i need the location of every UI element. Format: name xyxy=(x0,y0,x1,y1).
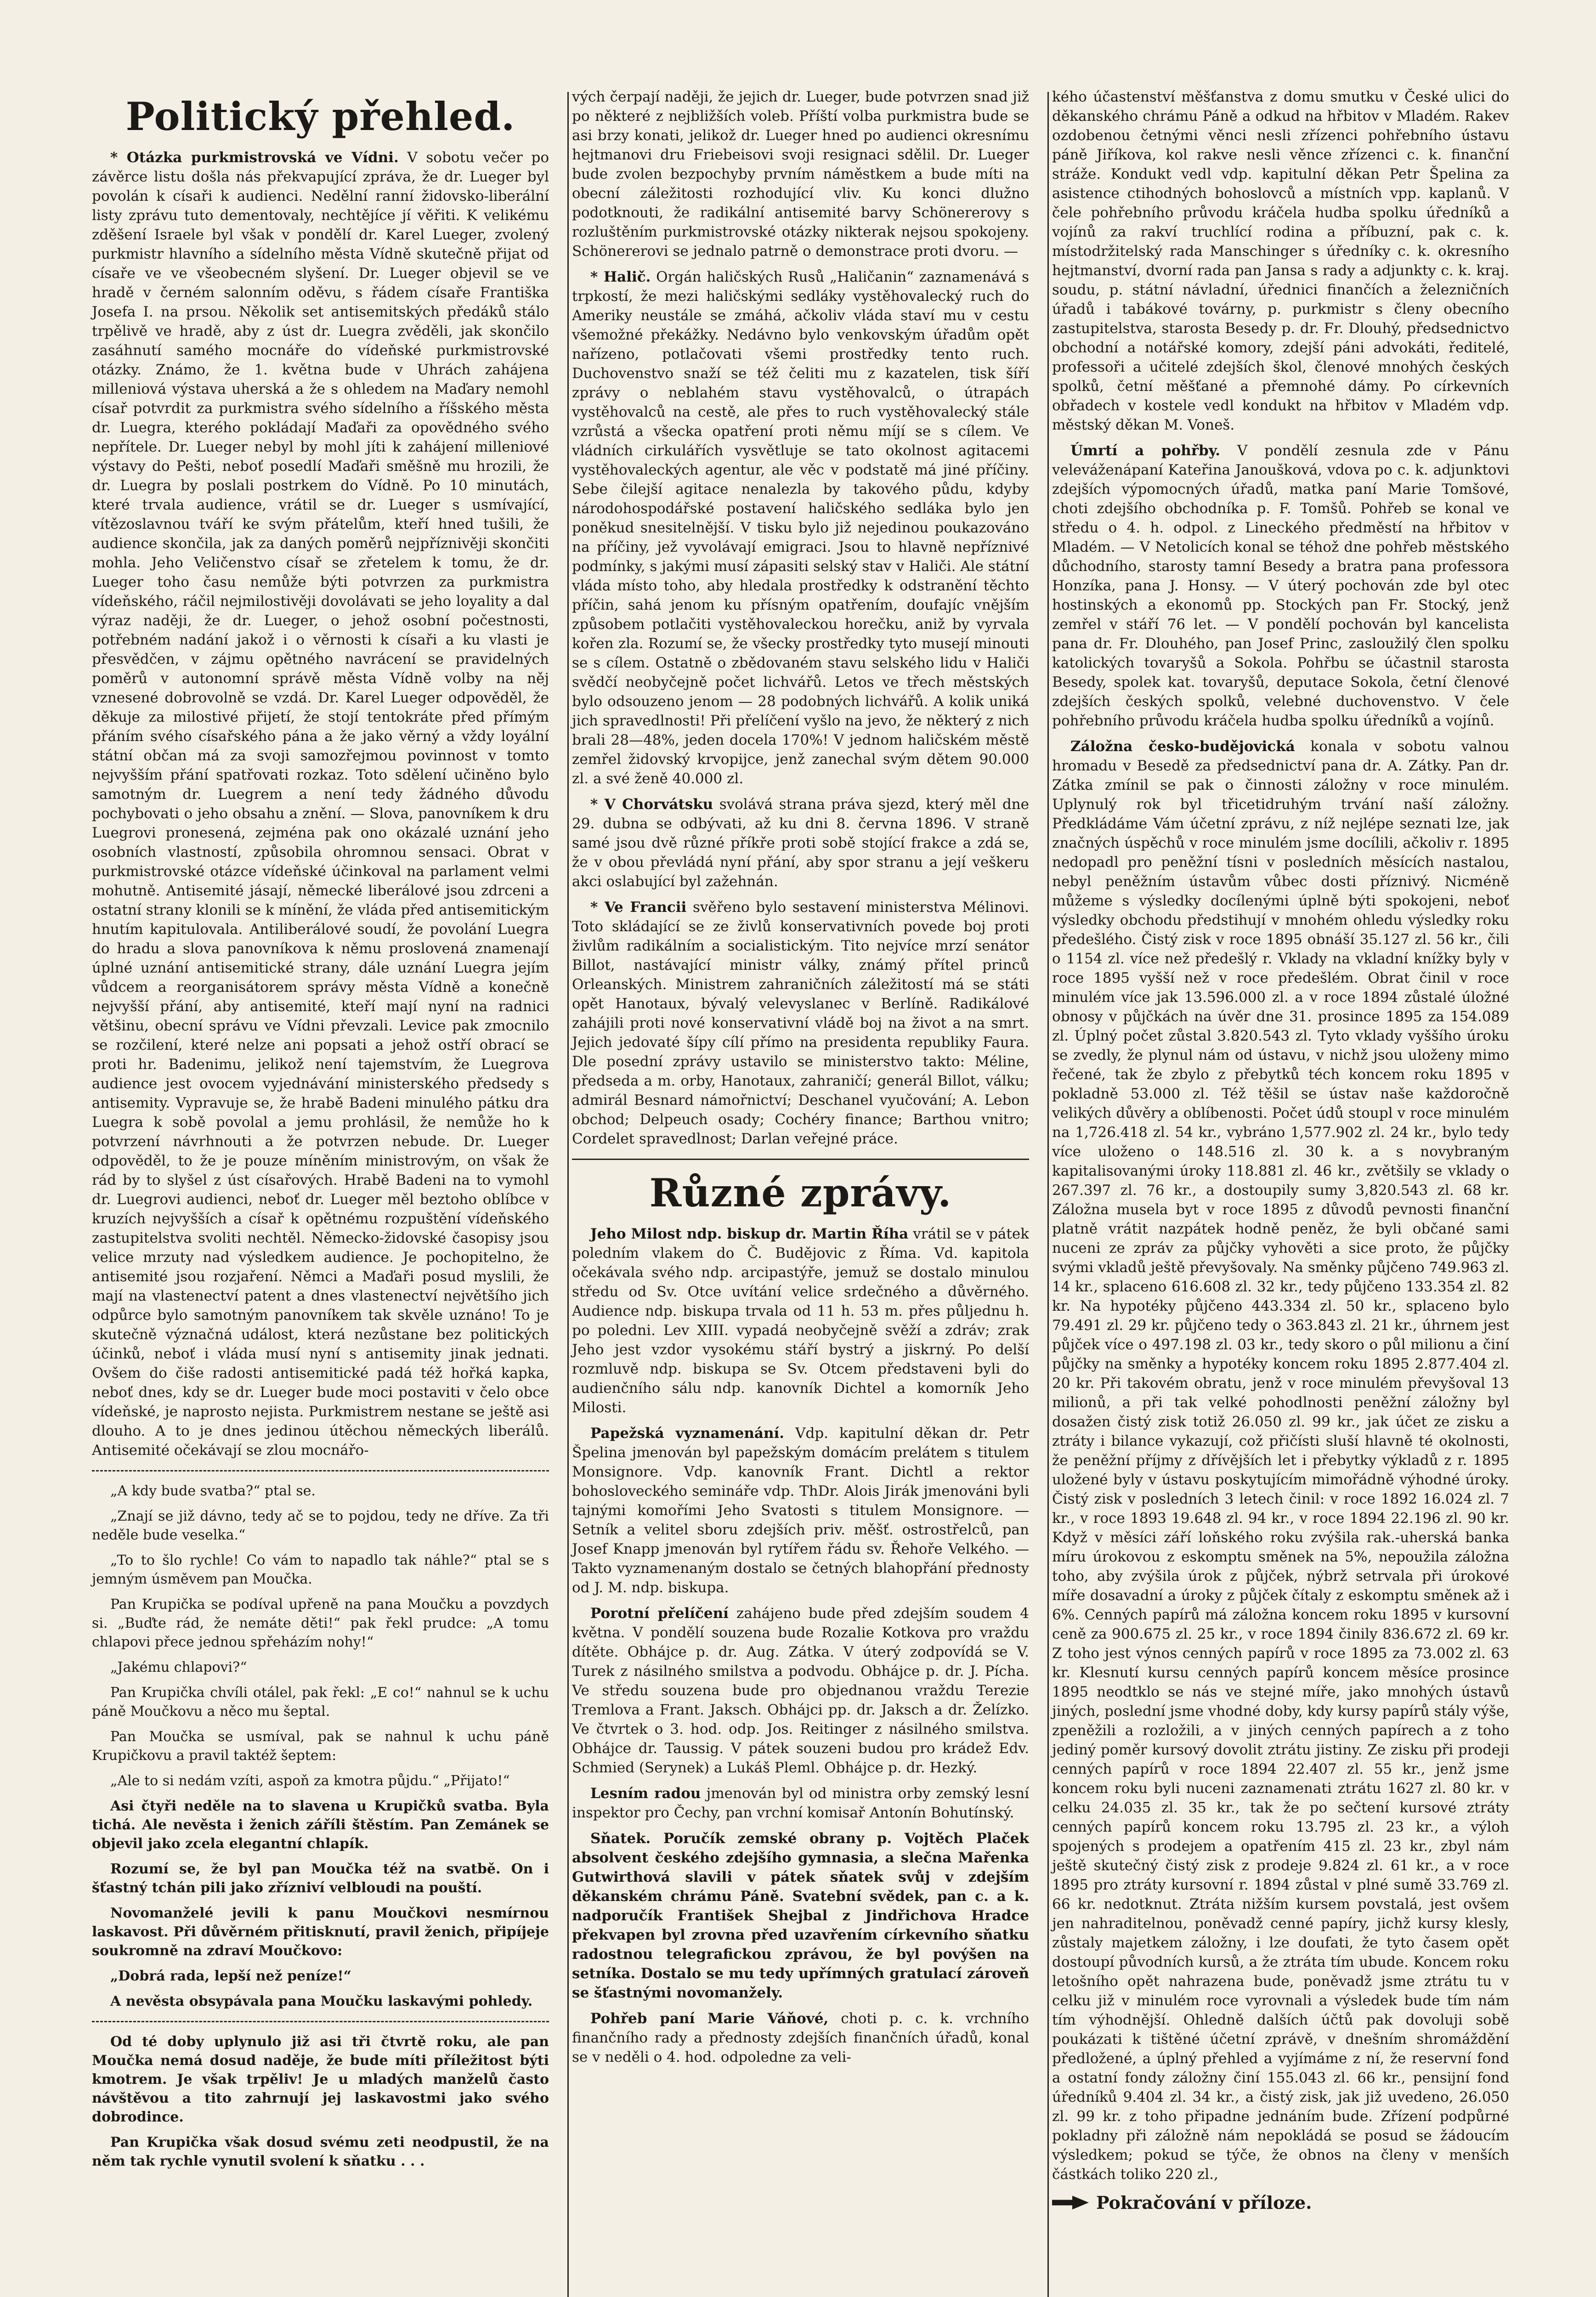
left-column xyxy=(87,87,549,2297)
feuilleton-story xyxy=(92,1482,549,2171)
news-item xyxy=(572,1224,1029,1417)
news-item xyxy=(572,1829,1029,2003)
story-paragraph: „Jakému chlapovi?“ xyxy=(110,1659,247,1675)
article-francie xyxy=(572,898,1029,1148)
news-body: zahájeno bude před zdejším soudem 4 května. V pondělí souzena bude Rozalie Kotkova pro vraždu dítěte. Obhájce p. dr. Aug. Zátka. V úterý zodpovídá se V. Turek z násilného smilstva a podvodu. Obhájce p. dr. J. Pícha. Ve středu souzena bude pro objednanou vraždu Terezie Tremlova a Frant. Jaksch. Obhájci pp. dr. Jaksch a dr. Želízko. Ve čtvrtek o 3. hod. odp. Jos. Reitinger z násilného smilstva. Obhájce dr. Taussig. V pátek souzeni budou pro krádež Edv. Schmied (Serynek) a Lukáš Pleml. Obhájce p. dr. Hezký. xyxy=(572,1605,1029,1776)
article-body: Orgán haličských Rusů „Haličanin“ zaznamenává s trpkostí, že mezi haličskými sedláky vystěhovalecký ruch do Ameriky neustále se zmáhá, ačkoliv vláda staví mu v cestu všemožné překážky. Nedávno bylo venkovským úřadům opět nařízeno, potlačovati všemi prostředky tento ruch. Duchovenstvo snaží se též čeliti mu z kazatelen, tisk šíří zprávy o neblahém stavu vystěhovalců, o útrapách vystěhovalců na cestě, ale přes to ruch vystěhovalecký stále vzrůstá a všecka opatření proti němu míjí se s cílem. Ve vládních cirkulářích vysvětluje se tato okolnost agitacemi vystěhovaleckých agentur, ale věc v podstatě má jiné příčiny. Sebe čilejší agitace nenalezla by takového půdu, kdyby národohospodářské postavení haličského sedláka bylo jen poněkud snesitelnější. V tisku bylo již nejedinou poukazováno na příčiny, jež vyvolávají emigraci. Jsou to hlavně nepříznivé podmínky, s jakými musí zápasiti selský stav v Haliči. Ale státní vláda místo toho, aby hledala prostředky k odstranění těchto příčin, sahá jenom ku přísným opatřením, doufajíc vnějším způsobem potlačiti vystěhovaleckou horečku, aniž by vyrvala kořen zla. Rozumí se, že všecky prostředky tyto musejí minouti se s cílem. Ostatně o zbědovaném stavu selského lidu v Haliči svědčí neobyčejně počet lichvářů. Letos ve třech městských bylo odsouzeno jenom — 28 podobných lichvářů. A kolik uniká jich spravedlnosti! Při přelíčení vyšlo na jevo, že některý z nich brali 28—48%, jeden docela 170%! V jednom haličském městě zemřel židovský krvopijce, jenž zanechal svým dětem 90.000 zl. a své ženě 40.000 zl. xyxy=(572,269,1029,787)
news-pohreb-continued: kého účastenství měšťanstva z domu smutku v České ulici do děkanského chrámu Páně a odkud na hřbitov v Mladém. Rakev ozdobenou četnými věnci nesli zřízenci pohřebního ústavu páně Jiříkova, kol rakve nesli věnce zřízenci c. k. finanční stráže. Kondukt vedl vdp. kapitulní děkan Petr Špelina za asistence ctihodných bohoslovců a místních vpp. kaplanů. V čele pohřebního průvodu kráčela hudba spolku úředníků a vojínů za rakví truchlící rodina a příbuzní, pak c. k. místodržitelský rada Manschinger s úředníky c. k. okresního hejtmanství, dvorní rada pan Jansa s rady a adjunkty c. k. kraj. soudu, p. státní návladní, úřednici finančích a železničních úřadů i tabákové továrny, p. purkmistr s členy obecního zastupitelstva, starosta Besedy p. dr. Fr. Dlouhý, předsednictvo obchodní a notářské komory, zdejší páni advokáti, ředitelé, professoři a učitelé zdejších škol, členové mnohých českých spolků, četní měšťané a přemnohé dámy. Po církevních obřadech v kostele vedl kondukt na hřbitov v Mladém vdp. městský děkan M. Voneš. xyxy=(1052,89,1509,433)
news-lead: Porotní přelíčení xyxy=(590,1605,729,1622)
pointing-hand-icon xyxy=(1052,2196,1089,2210)
story-paragraph: Pan Krupička však dosud svému zeti neodpustil, že na něm tak rychle vynutil svolení k sňatku . . . xyxy=(92,2134,549,2169)
news-item xyxy=(572,1604,1029,1777)
news-zalozna xyxy=(1052,737,1509,2184)
story-paragraph: „A kdy bude svatba?“ ptal se. xyxy=(110,1483,316,1499)
news-body: konala v sobotu valnou hromadu v Besedě za předsednictví pana dr. A. Zátky. Pan dr. Zátka zmínil se pak o činnosti záložny v roce minulém. Uplynulý rok byl třicetidruhým trvání naší záložny. Předkládáme Vám účetní zprávu, z níž nejlépe seznati lze, jak značných úspěchů v roce minulém jsme docílili, ačkoliv r. 1895 nedopadl pro peněžní tísni v posledních měsících nastalou, nebyl peněžním ústavům vůbec dosti příznivý. Nicméně můžeme s výsledky docílenými úplně býti spokojeni, neboť výsledky obchodu předstihují v mnohém ohledu výsledky roku předešlého. Čistý zisk v roce 1895 obnáší 35.127 zl. 56 kr., čili o 1154 zl. více než předešlý r. Vklady na vkladní knížky byly v roce 1895 vyšší než v roce předešlém. Obrat činil v roce minulém více jak 13.596.000 zl. a v roce 1894 zůstalé úložné obnosy v půjčkách na úvěr dne 31. prosince 1895 za 154.089 zl. Úplný počet zůstal 3.820.543 zl. Tyto vklady vyššího úroku se zvedly, že plynul nám od ústavu, v nichž jsou uloženy mimo řečené, tak že zbylo z přebytků téch koncem roku 1895 v pokladně 53.000 zl. Též těšil se ústav naše každoročně velikých důvěry a oblíbenosti. Počet údů stoupl v roce minulém na 1,726.418 zl. 54 kr., vybráno 1,577.902 zl. 24 kr., bylo tedy více uloženo o 148.516 zl. 30 k. a s novybraným kapitalisovanými úroky 118.881 zl. 46 kr., zvětšily se vklady o 267.397 zl. 76 kr., a dostoupily sumy 3,820.543 zl. 68 kr. Záložna musela byt v roce 1895 z důvodů pevnosti finanční platně vrátit nazpátek hodně peněz, že byli občané sami nuceni ze zpráv za půjčky vyhověti a sice proto, že půjčky svými vkladů ještě převyšovaly. Na směnky půjčeno 749.963 zl. 14 kr., splaceno 616.608 zl. 32 kr., tedy půjčeno 133.354 zl. 82 kr. Na hypotéky půjčeno 443.334 zl. 50 kr., splaceno bylo 79.491 zl. 29 kr. půjčeno tedy o 363.843 zl. 21 kr., úhrnem jest půjček více o 497.198 zl. 03 kr., tedy skoro o půl milionu a činí půjčky na směnky a hypotéky koncem roku 1895 2.877.404 zl. 20 kr. Při takovém obratu, jenž v roce minulém převyšoval 13 milionů, a při tak velké pohodlnosti peněžní záložny byl dosažen čistý zisk totiž 26.050 zl. 99 kr., jak účet ze zisku a ztráty i bilance vykazují, což přičísti sluší hlavně té okolnosti, že peněžní příjmy z dřívějších let i přebytky výkladů z r. 1895 uložené byly v ústavu poskytujícím mimořádně výhodné úroky. Čistý zisk v posledních 3 letech činil: v roce 1892 16.024 zl. 7 kr., v roce 1893 19.648 zl. 94 kr., v roce 1894 22.196 zl. 90 kr. Když v měsíci září loňského roku zvýšila rak.-uherská banka míru úrokovou z eskomptu směnek na 5%, nepoužila záložna toho, aby zvýšila úrok z půjček, nýbrž setrvala při úrokové míře dosavadní a úroky z půjček čítaly z eskomptu směnek až i 6%. Cenných papírů má záložna koncem roku 1895 v kursovní ceně za 900.675 zl. 25 kr., v roce 1894 činily 836.672 zl. 69 kr. Z toho jest výnos cenných papírů v roce 1895 za 73.002 zl. 63 kr. Klesnutí kursu cenných papírů koncem měsíce prosince 1895 neodtklo se nás ve stejné míře, jako mnohých ústavů jiných, poslední jsme vhodné doby, kdy kursy papírů stály výše, zpeněžili a rozložili, a v jiných cenných papírech a z toho jediný poměr kursový dovolit ztrátu jistiny. Ze zisku při prodeji cenných papírů v roce 1894 22.407 zl. 55 kr., jenž jsme koncem roku byli nuceni zaznamenati ztrátu 1627 zl. 80 kr. v celku 24.035 zl. 35 kr., tak že po sečtení kursové ztráty cenných papírů koncem roku 13.795 zl. 23 kr., a výloh spojených s prodejem a opatřením 415 zl. 23 kr., zbyl nám ještě skutečný čistý zisk z prodeje 9.824 zl. 61 kr., a v roce 1895 pro ztráty kursovní r. 1894 zůstal v plné sumě 33.769 zl. 66 kr. nedotknut. Ztráta nižším kursem povstalá, jest ovšem jen nahraditelnou, poněvadž cenné papíry, jichž kursy klesly, zůstaly majetkem záložny, i lze doufati, že tyto časem opět dostoupí původních kursů, a že ztráta tím ubude. Koncem roku letošního opět nahrazena bude, poněvadž jsme ztrátu tu v celku již v minulém roce vyrovnali a výsledek bude tím nám tím výhodnější. Ohledně dalších účtů pak dovoluji sobě poukázati k tištěné účetní zprávě, v dnešním shromáždění předložené, a úplný přehled a vyjímáme z ní, že reservní fond a ostatní fondy záložny činí 155.043 zl. 66 kr., pensijní fond úředníků 9.404 zl. 34 kr., a čistý zisk, jak již uvedeno, 26.050 zl. 99 kr. z toho připadne jednáním bude. Zřízení podpůrné pokladny při záložně nám nepokládá se posud se žádoucím výsledkem; pokud se týče, že obnos na členy v menších částkách toliko 220 zl., xyxy=(1052,738,1509,2183)
article-lead: * Ve Francii xyxy=(590,899,687,916)
column-grid xyxy=(87,87,1545,2297)
right-column xyxy=(1047,87,1509,2297)
story-paragraph: Od té doby uplynulo již asi tři čtvrtě roku, ale pan Moučka nemá dosud naděje, že bude míti příležitost býti kmotrem. Je však trpěliv! Je u mladých manželů často návštěvou a tito zahrnují jej laskavostmi jako svého dobrodince. xyxy=(92,2034,549,2125)
news-umrti xyxy=(1052,441,1509,730)
story-paragraph: „Ale to si nedám vzíti, aspoň za kmotra půjdu.“ „Přijato!“ xyxy=(110,1773,510,1789)
news-lead: Pohřeb paní Marie Váňové, xyxy=(590,2010,829,2027)
article-body: V sobotu večer po závěrce listu došla nás překvapující zpráva, že dr. Lueger byl povolán k císaři k audienci. Nedělní ranní židovsko-liberální listy zprávu tuto dementovaly, nechtějíce jí věřiti. K velikému zděšení Israele byl však v pondělí dr. Karel Lueger, zvolený purkmistr hlavního a sídelního města Vídně skutečně přijat od císaře ve ve všeobecném slyšení. Dr. Lueger objevil se ve hradě v černém salonním oděvu, s řádem císaře Františka Josefa I. na prsou. Několik set antisemitských předáků stálo trpělivě ve hradě, aby z úst dr. Luegra zvěděli, jak skončilo zasáhnutí samého mocnáře do vídeňské purkmistrovské otázky. Známo, že 1. května bude v Uhrách zahájena milleniová výstava uherská a že s ohledem na Maďary nemohl císař potvrdit za purkmistra svého sídelního a říšského města dr. Luegra, kterého pokládají Maďaři za opovědného svého nepřítele. Dr. Lueger nebyl by mohl jíti k zahájení milleniové výstavy do Pešti, neboť posedlí Maďaři směšně mu hrozili, že dr. Luegra by poslali postrkem do Vídně. Po 10 minutách, které trvala audience, vrátil se dr. Lueger s usmívající, vítězoslavnou tváří ke svým přátelům, kteří hned tušili, že audience skončila, jak za daných poměrů nejpříznivěji skončiti mohla. Jeho Veličenstvo císař se zřetelem k tomu, že dr. Lueger toho času nemůže býti potvrzen za purkmistra vídeňského, ráčil nejmilostivěji dovolávati se jeho loyality a dal výraz naději, že dr. Lueger, o jehož osobní počestnosti, potřebném nadání jakož i o věrnosti k císaři a ku vlasti je přesvědčen, v zájmu opětného navrácení se pravidelných poměrů v autonomní správě města Vídně volby na něj vznesené dobrovolně se vzdá. Dr. Karel Lueger odpověděl, že děkuje za milostivé přijetí, že stojí tentokráte před přímým přáním svého císařského pána a že jako věrný a vždy loyální státní občan má za svoji samozřejmou povinnost v tomto nejvyšším přání spatřovati rozkaz. Toto sdělení učiněno bylo samotným dr. Luegrem a není tedy žádného důvodu pochybovati o jeho obsahu a znění. — Slova, panovníkem k dru Luegrovi pronesená, zejména pak ono okázalé uznání jeho osobních vlastností, způsobila ohromnou sensaci. Obrat v purkmistrovské otázce vídeňské účinkoval na parlament velmi mohutně. Antisemité jásají, německé liberálové jsou zdrceni a ostatní strany klonili se k mínění, že vláda před antisemitickým hnutím kapitulovala. Antiliberálové soudí, že povolání Luegra do hradu a slova panovníkova k němu proslovená znamenají úplné uznání antisemitické strany, dále uznání Luegra jejím vůdcem a reorganisátorem správy města Vídně a konečně nejvyšší přání, aby antisemité, kteří mají nyní na radnici většinu, obecní správu ve Vídni převzali. Levice pak zmocnilo se rozčilení, které nelze ani popsati a jehož ostří obrací se proti hr. Badenimu, jelikož není tajemstvím, že Luegrova audience jest ovocem vyjednávání ministerského předsedy s antisemity. Vypravuje se, že hrabě Badeni minulého pátku dra Luegra k sobě povolal a jemu prohlásil, že nemůže ho k potvrzení návrhnouti a že potvrzen nebude. Dr. Lueger odpověděl, to že je pouze míněním ministrovým, on však že rád by to slyšel z úst císařových. Hrabě Badeni na to vymohl dr. Luegrovi audienci, neboť dr. Lueger měl beztoho oblíbce v kruzích nejvyšších a císař k opětnému rozpuštění vídeňského zastupitelstva svoliti nechtěl. Německo-židovské časopisy jsou velice mrzuty nad výsledkem audience. Je pochopitelno, že antisemité jsou rozjaření. Němci a Maďaři posud myslili, že mají na vlastenectví patent a dnes vlastenectví největšího jich odpůrce bylo samotným panovníkem tak skvěle uznáno! To je skutečně význačná událost, která nezůstane bez politických účinků, neboť i vláda musí nyní s antisemity jinak jednati. Ovšem do čiše radosti antisemitické padá též hořká kapka, neboť dnes, kdy se dr. Lueger bude moci postaviti v čelo obce vídeňské, je naprosto nejista. Purkmistrem nestane se ještě asi dlouho. A to je dnes jedinou útěchou německých liberálů. Antisemité očekávají se zlou mocnářo- xyxy=(92,149,549,1459)
news-body: Vdp. kapitulní děkan dr. Petr Špelina jmenován byl papežským domácím prelátem s titulem Monsignore. Vdp. kanovník Frant. Dichtl a rektor bohosloveckého semináře vdp. ThDr. Alois Jirák jmenováni byli tajnými komořími Jeho Svatosti s titulem Monsignore. — Setník a velitel sboru zdejších priv. měšť. ostrostřelců, pan Josef Knapp jmenován byl rytířem řádu sv. Řehoře Velkého. — Takto vyznamenaným dostalo se četných blahopřání přednosty od J. M. ndp. biskupa. xyxy=(572,1425,1029,1596)
news-lead: Sňatek. xyxy=(590,1830,651,1847)
article-purkmistr-continued: vých čerpají naději, že jejich dr. Lueger, bude potvrzen snad již po některé z nejbližších voleb. Příští volba purkmistra bude se asi brzy konati, jelikož dr. Lueger hned po audienci okresnímu hejtmanovi dru Friebeisovi svoji resignaci sdělil. Dr. Lueger bude zvolen bezpochyby prvním náměstkem a bude míti na obecní záležitosti rozhodující vliv. Ku konci dlužno podotknouti, že radikální antisemité barvy Schönererovy s rozluštěním purkmistrovské otázky nikterak nejsou spokojeny. Schönererovi se jednalo patrně o demonstrace proti dvoru. — xyxy=(572,89,1029,260)
article-lead: * Otázka purkmistrovská ve Vídni. xyxy=(110,149,399,166)
story-divider xyxy=(92,2021,549,2022)
section-title-news: Různé zprávy. xyxy=(649,1170,952,1216)
story-paragraph: Rozumí se, že byl pan Moučka též na svatbě. On i šťastný tchán pili jako zřízniví velbloudi na pouští. xyxy=(92,1861,549,1896)
story-paragraph: Pan Moučka se usmíval, pak se nahnul k uchu páně Krupičkovu a pravil taktéž šeptem: xyxy=(92,1729,549,1764)
feuilleton-divider xyxy=(92,1470,549,1471)
news-item xyxy=(572,2009,1029,2067)
news-lead: Papežská vyznamenání. xyxy=(590,1425,785,1442)
news-lead: Jeho Milost ndp. biskup dr. Martin Říha xyxy=(590,1226,909,1242)
news-body: vrátil se v pátek poledním vlakem do Č. Budějovic z Říma. Vd. kapitola očekávala svého ndp. arcipastýře, jemuž se dostalo minulou středu od Sv. Otce uvítání velice srdečného a důvěrného. Audience ndp. biskupa trvala od 11 h. 53 m. přes půljednu h. po poledni. Lev XIII. vypadá neobyčejně svěží a zdráv; zrak Jeho jest vzdor vysokému stáří bystrý a jiskrný. Po delší rozmluvě ndp. biskupa se Sv. Otcem představeni byli do audienčního sálu ndp. kanovník Dichtel a komorník Jeho Milosti. xyxy=(572,1226,1029,1416)
news-lead: Záložna česko-budějovická xyxy=(1070,738,1295,755)
continued-label: Pokračování v příloze. xyxy=(1096,2192,1312,2213)
article-chorvatsko xyxy=(572,795,1029,891)
story-paragraph: „Dobrá rada, lepší než peníze!“ xyxy=(110,1968,351,1984)
article-halic xyxy=(572,267,1029,788)
news-body: V pondělí zesnula zde v Pánu veleváženápaní Kateřina Janoušková, vdova po c. k. adjunktovi zdejších výpomocných úřadů, matka paní Marie Tomšové, choti zdejšího obchodníka p. F. Tomšů. Pohřeb se konal ve středu o 4. h. odpol. z Lineckého předměstí na hřbitov v Mladém. — V Netolicích konal se téhož dne pohřeb městského důchodního, starosty tamní Besedy a bratra pana professora Honzíka, pana J. Honsy. — V úterý pochován zde byl otec hostinských a ekonomů pp. Stockých pan Fr. Stocký, jenž zemřel v stáří 76 let. — V pondělí pochován byl kancelista pana dr. Fr. Dlouhého, pan Josef Princ, zasloužilý člen spolku katolických tovaryšů a Sokola. Pohřbu se účastnil starosta Besedy, spolek kat. tovaryšů, deputace Sokola, četní členové zdejších českých spolků, velebné duchovenstvo. V čele pohřebního průvodu kráčela hudba spolku úředníků a vojínů. xyxy=(1052,442,1509,729)
news-body: jmenován byl od ministra orby zemský lesní inspektor pro Čechy, pan vrchní komisař Antonín Bohutínský. xyxy=(572,1785,1029,1821)
news-body: Poručík zemské obrany p. Vojtěch Plaček absolvent českého zdejšího gymnasia, a slečna Mařenka Gutwirthová slavili v pátek sňatek svůj v zdejším děkanském chrámu Páně. Svatební svědek, pan c. a k. nadporučík František Shejbal z Jindřichova Hradce překvapen byl zrovna před uzavřením církevního sňatku radostnou telegrafickou zprávou, že byl povýšen na setníka. Dostalo se mu tedy upřímných gratulací zároveň se šťastnými novomanžely. xyxy=(572,1830,1029,2001)
story-paragraph: Pan Krupička se podíval upřeně na pana Moučku a povzdych si. „Buďte rád, že nemáte děti!“ pak řekl prudce: „A tomu chlapovi přece jednou spřeházím nohy!“ xyxy=(92,1596,549,1650)
story-paragraph: „To to šlo rychle! Co vám to napadlo tak náhle?“ ptal se s jemným úsměvem pan Moučka. xyxy=(92,1552,549,1587)
news-item xyxy=(572,1784,1029,1822)
story-paragraph: Novomanželé jevili k panu Moučkovi nesmírnou laskavost. Při důvěrném přitisknutí, pravil ženich, připíjeje soukromně na zdraví Moučkovo: xyxy=(92,1905,549,1959)
article-body: svolává strana práva sjezd, který měl dne 29. dubna se odbývati, až ku dni 8. června 1896. V straně samé jsou dvě různé příkře proti sobě stojící frakce a zdá se, že v obou převládá nyní přání, aby spor stranu a její veškeru akci oslabující byl zažehnán. xyxy=(572,796,1029,890)
story-paragraph: Asi čtyři neděle na to slavena u Krupičků svatba. Byla tichá. Ale nevěsta i ženich záříli štěstím. Pan Zemánek se objevil jako zcela elegantní chlapík. xyxy=(92,1798,549,1852)
story-paragraph: A nevěsta obsypávala pana Moučku laskavými pohledy. xyxy=(110,1993,533,2009)
continued-notice xyxy=(1052,2192,1509,2213)
news-body: choti p. c. k. vrchního finančního rady a přednosty zdejších finančních úřadů, konal se v neděli o 4. hod. odpoledne za veli- xyxy=(572,2010,1029,2065)
news-lead: Lesním radou xyxy=(590,1785,701,1802)
story-paragraph: Pan Krupička chvíli otálel, pak řekl: „E co!“ nahnul se k uchu páně Moučkovu a něco mu šeptal. xyxy=(92,1685,549,1720)
story-paragraph: „Znají se již dávno, tedy ač se to pojdou, tedy ne dříve. Za tři neděle bude veselka.“ xyxy=(92,1508,549,1543)
middle-column xyxy=(567,87,1029,2297)
article-lead: * Halič. xyxy=(590,269,651,285)
section-title-political: Politický přehled. xyxy=(125,94,515,139)
article-lead: * V Chorvátsku xyxy=(590,796,713,813)
article-body: svěřeno bylo sestavení ministerstva Mélinovi. Toto skládající se ze živlů konservativních povede boj proti živlům radikálním a socialistickým. Tito nejvíce mrzí senátor Billot, nastávající ministr války, známý přítel princů Orleanských. Ministrem zahraničních záležitostí má se státi opět Hanotaux, bývalý velevyslanec v Berlíně. Radikálové zahájili proti nové konservativní vládě boj na život a na smrt. Jejich jedovaté šípy cílí přímo na presidenta republiky Faura. Dle posední zprávy ustavilo se ministerstvo takto: Méline, předseda a m. orby, Hanotaux, zahraničí; generál Billot, válku; admirál Besnard námořnictví; Deschanel vyučování; A. Lebon obchod; Delpeuch osady; Cochéry finance; Barthou vnitro; Cordelet spravedlnost; Darlan veřejné práce. xyxy=(572,899,1029,1147)
section-divider xyxy=(572,1159,1029,1160)
news-item xyxy=(572,1424,1029,1597)
news-lead: Úmrtí a pohřby. xyxy=(1070,442,1221,459)
article-purkmistr xyxy=(92,148,549,1460)
